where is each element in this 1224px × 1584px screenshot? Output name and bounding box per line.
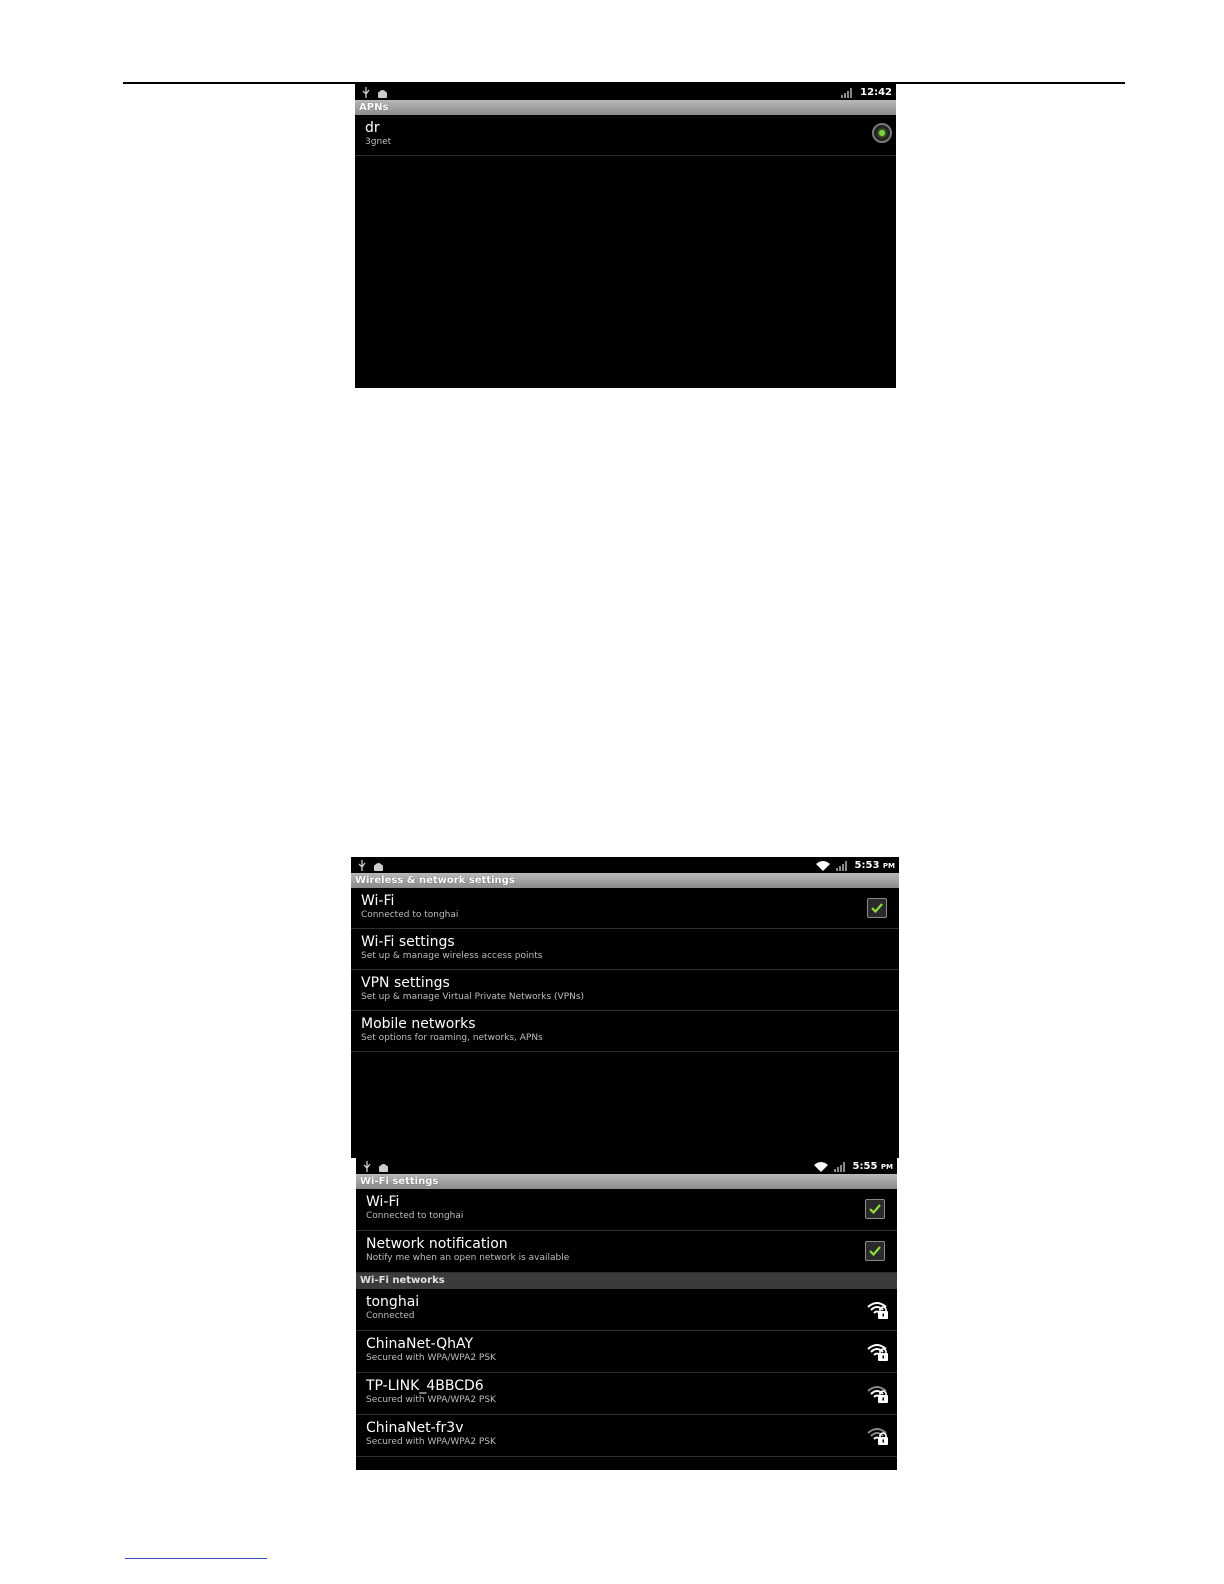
row-title: Wi-Fi settings xyxy=(361,934,455,950)
row-summary: Notify me when an open network is available xyxy=(366,1253,570,1263)
row-title: VPN settings xyxy=(361,975,450,991)
wifi-checkbox[interactable] xyxy=(865,1199,885,1219)
network-status: Connected xyxy=(366,1311,415,1321)
row-title: Mobile networks xyxy=(361,1016,476,1032)
radio-selected-icon[interactable] xyxy=(872,123,892,143)
status-bar xyxy=(351,857,899,873)
checkmark-icon xyxy=(871,903,883,913)
usb-icon xyxy=(357,857,367,875)
row-summary: Connected to tonghai xyxy=(361,910,459,920)
apns-screen xyxy=(355,84,896,388)
wifi-toggle-row[interactable] xyxy=(351,888,899,929)
network-row-tp-link[interactable] xyxy=(356,1373,897,1415)
wireless-network-settings-screen xyxy=(351,857,899,1158)
android-debug-icon xyxy=(378,1158,389,1176)
wifi-settings-screen xyxy=(356,1158,897,1470)
apns-header: APNs xyxy=(355,100,896,115)
wifi-secured-icon xyxy=(867,1340,889,1362)
wifi-secured-icon xyxy=(867,1382,889,1404)
status-time: 5:53 PM xyxy=(854,859,895,871)
footnote-rule xyxy=(125,1558,267,1559)
apn-title: dr xyxy=(365,120,380,136)
network-status: Secured with WPA/WPA2 PSK xyxy=(366,1353,496,1363)
vpn-settings-row[interactable] xyxy=(351,970,899,1011)
network-name: ChinaNet-fr3v xyxy=(366,1420,464,1436)
checkmark-icon xyxy=(869,1246,881,1256)
row-title: Wi-Fi xyxy=(361,893,395,909)
wifi-networks-header: Wi-Fi networks xyxy=(356,1273,897,1289)
row-summary: Connected to tonghai xyxy=(366,1211,464,1221)
mobile-networks-row[interactable] xyxy=(351,1011,899,1052)
wifi-settings-header: Wi-Fi settings xyxy=(356,1174,897,1189)
signal-icon xyxy=(841,84,854,102)
network-status: Secured with WPA/WPA2 PSK xyxy=(366,1437,496,1447)
signal-icon xyxy=(836,857,849,875)
checkmark-icon xyxy=(869,1204,881,1214)
usb-icon xyxy=(361,84,371,102)
network-notification-row[interactable] xyxy=(356,1231,897,1273)
usb-icon xyxy=(362,1158,372,1176)
wifi-checkbox[interactable] xyxy=(867,898,887,918)
wifi-icon xyxy=(816,857,830,875)
network-name: tonghai xyxy=(366,1294,420,1310)
wifi-toggle-row[interactable] xyxy=(356,1189,897,1231)
network-row-chinanet-fr3v[interactable] xyxy=(356,1415,897,1457)
wifi-settings-row[interactable] xyxy=(351,929,899,970)
signal-icon xyxy=(834,1158,847,1176)
network-name: ChinaNet-QhAY xyxy=(366,1336,474,1352)
apn-item-dr[interactable] xyxy=(355,115,896,156)
wireless-header: Wireless & network settings xyxy=(351,873,899,888)
row-summary: Set up & manage wireless access points xyxy=(361,951,543,961)
wifi-icon xyxy=(814,1158,828,1176)
network-status: Secured with WPA/WPA2 PSK xyxy=(366,1395,496,1405)
network-row-chinanet-qhay[interactable] xyxy=(356,1331,897,1373)
network-row-tonghai[interactable] xyxy=(356,1289,897,1331)
status-bar xyxy=(355,84,896,100)
network-name: TP-LINK_4BBCD6 xyxy=(366,1378,484,1394)
status-time: 5:55 PM xyxy=(852,1160,893,1172)
row-title: Network notification xyxy=(366,1236,508,1252)
row-summary: Set options for roaming, networks, APNs xyxy=(361,1033,543,1043)
wifi-secured-icon xyxy=(867,1298,889,1320)
row-title: Wi-Fi xyxy=(366,1194,400,1210)
android-debug-icon xyxy=(377,84,388,102)
wifi-secured-icon xyxy=(867,1424,889,1446)
android-debug-icon xyxy=(373,857,384,875)
apn-summary: 3gnet xyxy=(365,137,392,147)
network-notification-checkbox[interactable] xyxy=(865,1241,885,1261)
row-summary: Set up & manage Virtual Private Networks (VPNs) xyxy=(361,992,585,1002)
status-time: 12:42 xyxy=(860,86,892,98)
status-bar xyxy=(356,1158,897,1174)
